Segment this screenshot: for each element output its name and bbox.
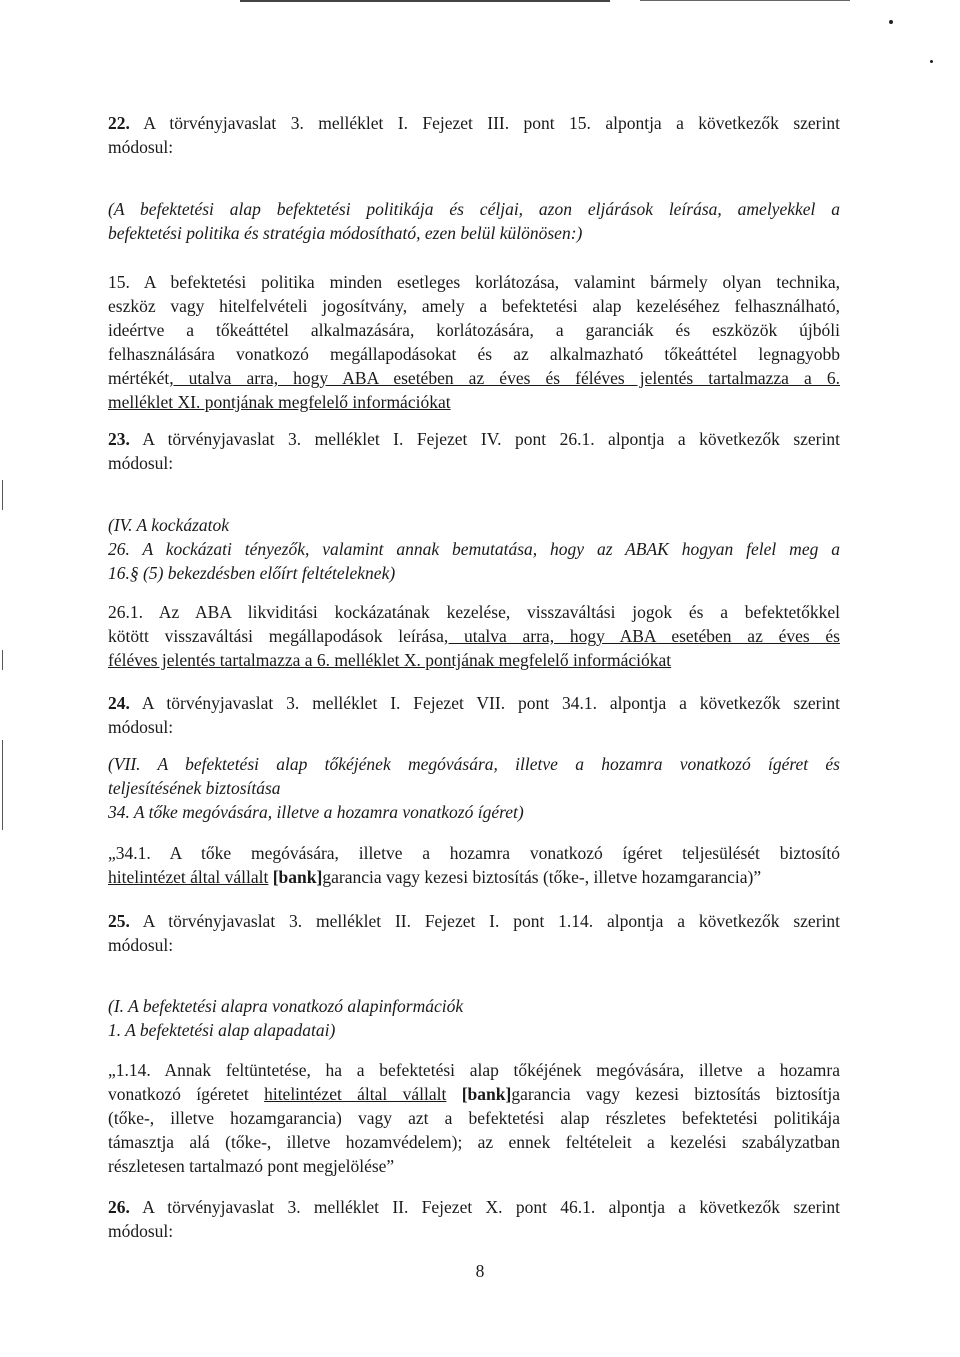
section-22-body: mértékét, utalva arra, hogy ABA esetében az éves és féléves jelentés tartalmazza a 6.: [108, 368, 840, 388]
section-25-context: (I. A befektetési alapra vonatkozó alapinformációk: [108, 996, 464, 1016]
section-24-heading: 24. A törvényjavaslat 3. melléklet I. Fejezet VII. pont 34.1. alpontja a következők szerint: [108, 693, 840, 713]
section-22-body: felhasználására vonatkozó megállapodásokat és az alkalmazható tőkeáttétel legnagyobb: [108, 344, 840, 364]
page-number: 8: [475, 1261, 485, 1281]
scan-dot-mark: [889, 20, 893, 24]
section-24-body: hitelintézet által vállalt [bank]garancia vagy kezesi biztosítás (tőke-, illetve hozamgarancia)”: [108, 867, 762, 887]
inserted-text: melléklet XI. pontjának megfelelő információkat: [108, 392, 451, 412]
deleted-text: [bank]: [461, 1084, 512, 1104]
section-23-context: 26. A kockázati tényezők, valamint annak bemutatása, hogy az ABAK hogyan felel meg a: [108, 539, 840, 559]
inserted-text: hitelintézet által vállalt: [264, 1084, 447, 1104]
inserted-text: hitelintézet által vállalt: [108, 867, 269, 887]
section-25-body: (tőke-, illetve hozamgarancia) vagy azt a befektetési alap részletes befektetési politikája: [108, 1108, 840, 1128]
section-number: 25.: [108, 911, 130, 931]
section-22-body: ideértve a tőkeáttétel alkalmazására, korlátozására, a garanciák és eszközök újbóli: [108, 320, 840, 340]
scan-top-rule: [240, 0, 610, 2]
section-24-heading-cont: módosul:: [108, 717, 174, 737]
section-25-context: 1. A befektetési alap alapadatai): [108, 1020, 336, 1040]
section-23-body: 26.1. Az ABA likviditási kockázatának kezelése, visszaváltási jogok és a befektetőkkel: [108, 602, 840, 622]
section-23-context: 16.§ (5) bekezdésben előírt feltételeknek): [108, 563, 396, 583]
scan-edge-line: [2, 740, 3, 830]
section-22-heading-cont: módosul:: [108, 137, 174, 157]
inserted-text: féléves jelentés tartalmazza a 6. melléklet X. pontjának megfelelő információkat: [108, 650, 672, 670]
section-23-heading: 23. A törvényjavaslat 3. melléklet I. Fejezet IV. pont 26.1. alpontja a következők szerint: [108, 429, 840, 449]
section-23-body: [108, 648, 840, 672]
section-24-body: „34.1. A tőke megóvására, illetve a hozamra vonatkozó ígéret teljesülését biztosító: [108, 843, 840, 863]
section-24-context: teljesítésének biztosítása: [108, 778, 281, 798]
inserted-text: , utalva arra, hogy ABA esetében az éves és féléves jelentés tartalmazza a 6.: [169, 368, 840, 388]
section-23-body: kötött visszaváltási megállapodások leírása, utalva arra, hogy ABA esetében az éves és: [108, 626, 840, 646]
section-22-body: eszköz vagy hitelfelvételi jogosítvány, amely a befektetési alap kezeléséhez felhasználható,: [108, 296, 840, 316]
section-24-context: (VII. A befektetési alap tőkéjének megóvására, illetve a hozamra vonatkozó ígéret és: [108, 754, 840, 774]
section-25-heading-cont: módosul:: [108, 935, 174, 955]
section-22-body: [108, 390, 840, 414]
section-number: 24.: [108, 693, 130, 713]
section-23-context: (IV. A kockázatok: [108, 515, 230, 535]
section-25-body: támasztja alá (tőke-, illetve hozamvédelem); az ennek feltételeit a kezelési szabályzatban: [108, 1132, 840, 1152]
inserted-text: , utalva arra, hogy ABA esetében az éves és: [443, 626, 840, 646]
section-24-context: 34. A tőke megóvására, illetve a hozamra vonatkozó ígéret): [108, 802, 524, 822]
section-26-heading-cont: módosul:: [108, 1221, 174, 1241]
scan-top-rule-2: [640, 0, 850, 1]
section-number: 26.: [108, 1197, 130, 1217]
section-22-context: (A befektetési alap befektetési politikája és céljai, azon eljárások leírása, amelyekkel a: [108, 199, 840, 219]
section-25-body: vonatkozó ígéretet hitelintézet által vállalt [bank]garancia vagy kezesi biztosítás biztosítja: [108, 1084, 840, 1104]
scan-edge-line: [2, 480, 3, 510]
section-25-body: „1.14. Annak feltüntetése, ha a befektetési alap tőkéjének megóvására, illetve a hozamra: [108, 1060, 840, 1080]
section-22-body: 15. A befektetési politika minden esetleges korlátozása, valamint bármely olyan technika,: [108, 272, 840, 292]
scan-edge-line: [2, 650, 3, 670]
section-number: 22.: [108, 113, 130, 133]
section-22-context: befektetési politika és stratégia módosítható, ezen belül különösen:): [108, 223, 583, 243]
deleted-text: [bank]: [272, 867, 323, 887]
section-number: 23.: [108, 429, 130, 449]
section-25-body: részletesen tartalmazó pont megjelölése”: [108, 1156, 395, 1176]
section-25-heading: 25. A törvényjavaslat 3. melléklet II. Fejezet I. pont 1.14. alpontja a következők szerint: [108, 911, 840, 931]
section-26-heading: 26. A törvényjavaslat 3. melléklet II. Fejezet X. pont 46.1. alpontja a következők szerint: [108, 1197, 840, 1217]
section-23-heading-cont: módosul:: [108, 453, 174, 473]
section-22-heading: 22. A törvényjavaslat 3. melléklet I. Fejezet III. pont 15. alpontja a következők szerint: [108, 113, 840, 133]
scan-dot-mark: [930, 60, 933, 63]
